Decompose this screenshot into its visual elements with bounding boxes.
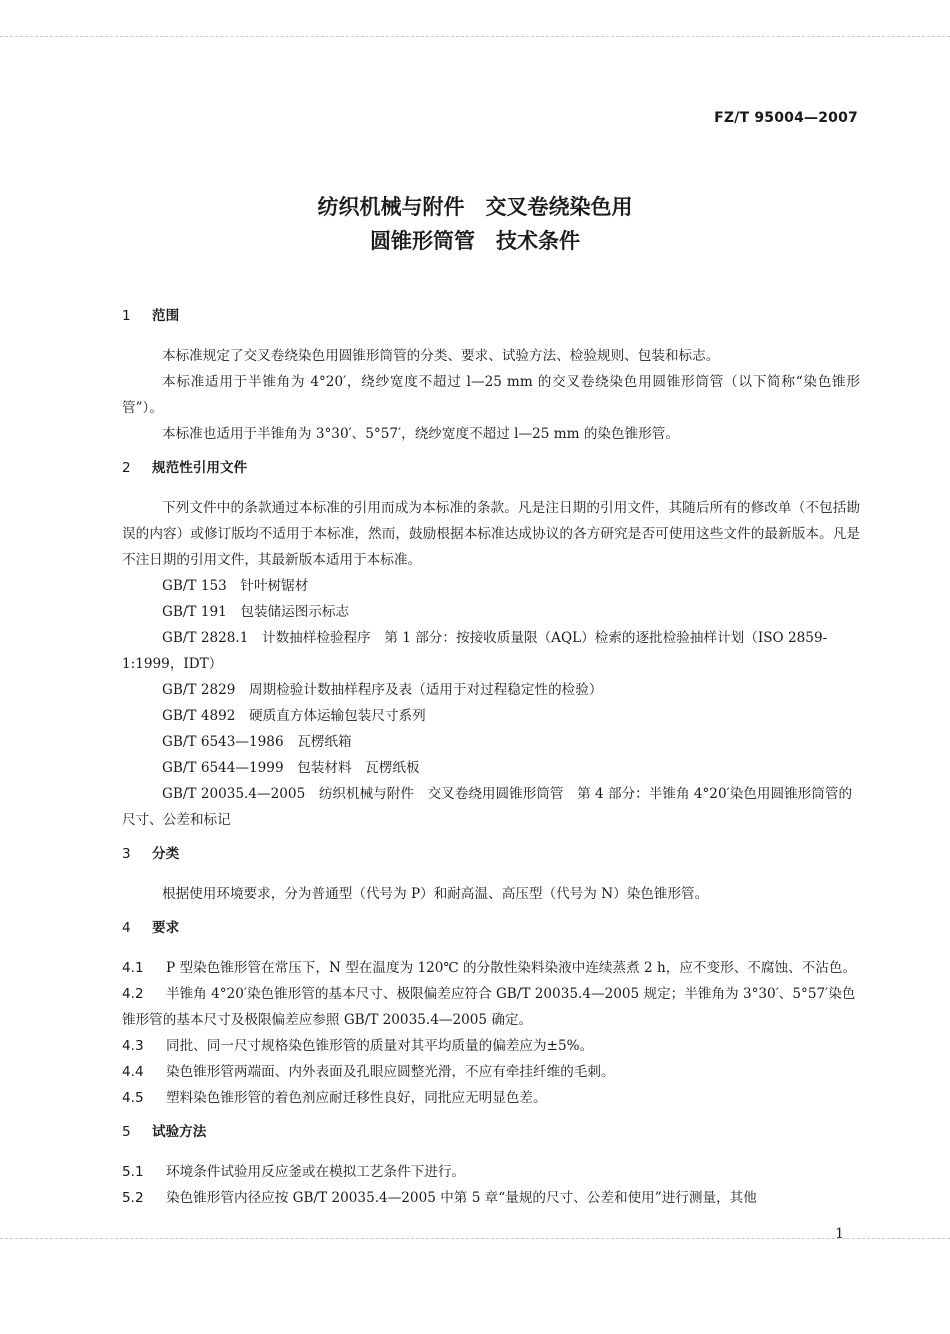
clause-number: 4.3 <box>122 1038 144 1054</box>
document-body <box>122 303 860 1211</box>
title-line-2: 圆锥形筒管 技术条件 <box>370 229 580 253</box>
reference-item: GB/T 4892 硬质直方体运输包装尺寸系列 <box>162 708 426 724</box>
clause-number: 5.1 <box>122 1164 144 1180</box>
page-number: 1 <box>835 1226 844 1242</box>
section-5-heading <box>122 1119 860 1145</box>
clause-number: 4.4 <box>122 1064 144 1080</box>
clause-5-1 <box>122 1159 860 1185</box>
clause-text: 染色锥形管两端面、内外表面及孔眼应圆整光滑，不应有牵挂纤维的毛刺。 <box>166 1064 615 1080</box>
clause-text: 塑料染色锥形管的着色剂应耐迁移性良好，同批应无明显色差。 <box>166 1090 547 1106</box>
section-number: 2 <box>122 460 131 476</box>
document-title <box>0 190 950 258</box>
clause-4-4 <box>122 1059 860 1085</box>
section-number: 4 <box>122 920 131 936</box>
clause-4-3 <box>122 1033 860 1059</box>
section-number: 5 <box>122 1124 131 1140</box>
section-2-heading <box>122 455 860 481</box>
clause-text: 染色锥形管内径应按 GB/T 20035.4—2005 中第 5 章“量规的尺寸、公差和使用”进行测量，其他 <box>166 1190 757 1206</box>
clause-5-2 <box>122 1185 860 1211</box>
top-scan-border <box>0 36 950 37</box>
clause-4-5 <box>122 1085 860 1111</box>
section-title: 试验方法 <box>152 1124 207 1140</box>
reference-item: GB/T 2829 周期检验计数抽样程序及表（适用于对过程稳定性的检验） <box>162 682 603 698</box>
reference-item: GB/T 191 包装储运图示标志 <box>162 604 350 620</box>
section-4-heading <box>122 915 860 941</box>
section-number: 3 <box>122 846 131 862</box>
clause-4-2 <box>122 981 860 1033</box>
reference-item: GB/T 20035.4—2005 纺织机械与附件 交叉卷绕用圆锥形筒管 第 4 部分：半锥角 4°20′染色用圆锥形筒管的尺寸、公差和标记 <box>122 786 853 828</box>
section-1-heading <box>122 303 860 329</box>
clause-text: 环境条件试验用反应釜或在模拟工艺条件下进行。 <box>166 1164 466 1180</box>
reference-item: GB/T 2828.1 计数抽样检验程序 第 1 部分：按接收质量限（AQL）检索的逐批检验抽样计划（ISO 2859-1:1999，IDT） <box>122 630 828 672</box>
clause-4-1 <box>122 955 860 981</box>
paragraph: 本标准也适用于半锥角为 3°30′、5°57′，绕纱宽度不超过 l—25 mm 的染色锥形管。 <box>162 426 679 442</box>
paragraph: 根据使用环境要求，分为普通型（代号为 P）和耐高温、高压型（代号为 N）染色锥形管。 <box>162 886 709 902</box>
paragraph: 本标准规定了交叉卷绕染色用圆锥形筒管的分类、要求、试验方法、检验规则、包装和标志。 <box>162 348 720 364</box>
reference-item: GB/T 6543—1986 瓦楞纸箱 <box>162 734 352 750</box>
paragraph: 下列文件中的条款通过本标准的引用而成为本标准的条款。凡是注日期的引用文件，其随后所有的修改单（不包括勘误的内容）或修订版均不适用于本标准，然而，鼓励根据本标准达成协议的各方研究是否可使用这些文件的最新版本。凡是不注日期的引用文件，其最新版本适用于本标准。 <box>122 500 860 568</box>
section-title: 分类 <box>152 846 180 862</box>
clause-number: 4.2 <box>122 986 144 1002</box>
section-3-heading <box>122 841 860 867</box>
section-number: 1 <box>122 308 131 324</box>
title-line-1: 纺织机械与附件 交叉卷绕染色用 <box>317 195 633 219</box>
reference-item: GB/T 153 针叶树锯材 <box>162 578 309 594</box>
section-title: 范围 <box>152 308 180 324</box>
reference-item: GB/T 6544—1999 包装材料 瓦楞纸板 <box>162 760 420 776</box>
section-title: 要求 <box>152 920 180 936</box>
clause-text: P 型染色锥形管在常压下，N 型在温度为 120℃ 的分散性染料染液中连续蒸煮 2 h，应不变形、不腐蚀、不沾色。 <box>166 960 857 976</box>
clause-number: 4.5 <box>122 1090 144 1106</box>
bottom-scan-border <box>0 1238 950 1239</box>
clause-text: 同批、同一尺寸规格染色锥形管的质量对其平均质量的偏差应为±5%。 <box>166 1038 594 1054</box>
clause-text: 半锥角 4°20′染色锥形管的基本尺寸、极限偏差应符合 GB/T 20035.4—2005 规定；半锥角为 3°30′、5°57′染色锥形管的基本尺寸及极限偏差应参照 GB/T 20035.4—2005 确定。 <box>122 986 856 1028</box>
section-title: 规范性引用文件 <box>152 460 248 476</box>
clause-number: 4.1 <box>122 960 144 976</box>
standard-code: FZ/T 95004—2007 <box>714 110 858 126</box>
paragraph: 本标准适用于半锥角为 4°20′，绕纱宽度不超过 l—25 mm 的交叉卷绕染色用圆锥形筒管（以下简称“染色锥形管”）。 <box>122 374 860 416</box>
clause-number: 5.2 <box>122 1190 144 1206</box>
